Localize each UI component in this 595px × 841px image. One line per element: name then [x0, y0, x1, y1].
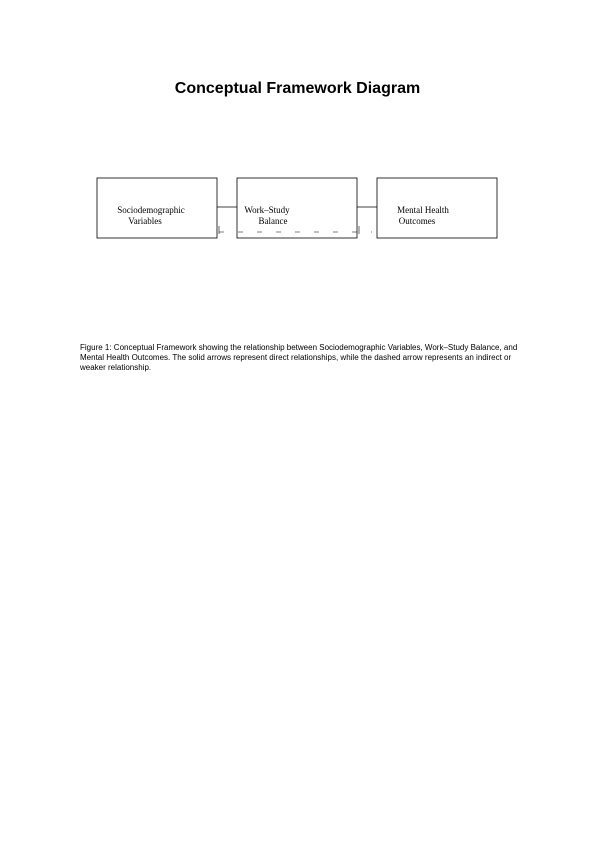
node-label-work-study-line2: Balance — [258, 216, 288, 226]
node-label-work-study-line1: Work–Study — [244, 205, 290, 215]
figure-caption: Figure 1: Conceptual Framework showing the relationship between Sociodemographic Variables, Work–Study Balance, and Mental Health Outcomes. The solid arrows represent direct relationships, while the dashed arrow represents an indirect or weaker relationship. — [80, 343, 518, 372]
node-label-mental-health-line2: Outcomes — [398, 216, 436, 226]
page-title: Conceptual Framework Diagram — [174, 80, 421, 97]
node-label-sociodemographic-line2: Variables — [128, 216, 162, 226]
node-label-sociodemographic-line1: Sociodemographic — [117, 205, 185, 215]
node-label-mental-health-line1: Mental Health — [397, 205, 449, 215]
conceptual-framework-diagram — [0, 0, 595, 300]
